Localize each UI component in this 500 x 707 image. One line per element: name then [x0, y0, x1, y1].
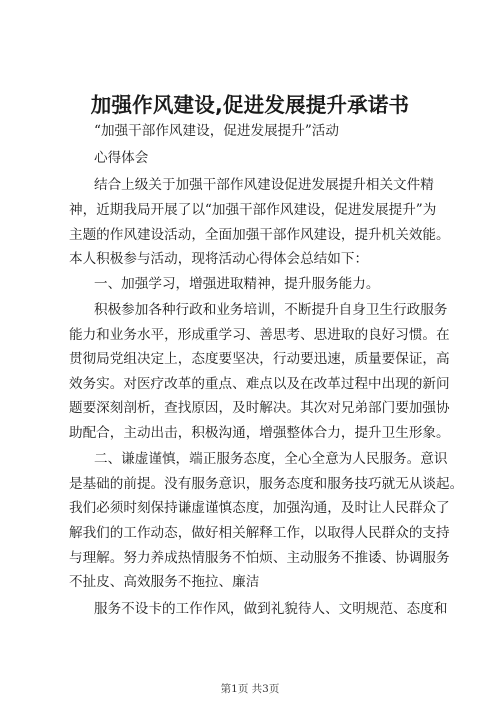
body-line: 我们必须时刻保持谦虚谨慎态度，加强沟通，及时让人民群众了	[69, 500, 450, 516]
body-line: 是基础的前提。没有服务意识，服务态度和服务技巧就无从谈起。	[69, 476, 464, 492]
body-line: 二、谦虚谨慎，端正服务态度，全心全意为人民服务。意识	[94, 451, 448, 467]
section-heading: 心得体会	[94, 150, 149, 166]
body-line: 结合上级关于加强干部作风建设促进发展提升相关文件精	[94, 177, 434, 193]
body-line: 题要深刻剖析，查找原因，及时解决。其次对兄弟部门要加强协	[69, 400, 450, 416]
page-footer: 第1页 共3页	[220, 683, 280, 695]
body-line: 助配合，主动出击，积极沟通，增强整体合力，提升卫生形象。	[69, 425, 450, 441]
body-line: 积极参加各种行政和业务培训，不断提升自身卫生行政服务	[94, 302, 448, 318]
body-line: 解我们的工作动态，做好相关解释工作，以取得人民群众的支持	[69, 525, 450, 541]
document-title: 加强作风建设,促进发展提升承诺书	[90, 93, 410, 117]
body-line: 效务实。对医疗改革的重点、难点以及在改革过程中出现的新问	[69, 376, 450, 392]
body-line: 神，近期我局开展了以“加强干部作风建设，促进发展提升”为	[69, 202, 437, 218]
body-line: 不扯皮、高效服务不拖拉、廉洁	[69, 574, 260, 590]
body-line: 服务不设卡的工作作风，做到礼貌待人、文明规范、态度和	[94, 601, 448, 617]
body-line: 一、加强学习，增强进取精神，提升服务能力。	[94, 276, 380, 292]
subtitle: “加强干部作风建设，促进发展提升”活动	[94, 123, 339, 139]
body-line: 主题的作风建设活动，全面加强干部作风建设，提升机关效能。	[69, 227, 450, 243]
body-line: 本人积极参与活动，现将活动心得体会总结如下：	[69, 251, 369, 267]
body-line: 贯彻局党组决定上，态度要坚决，行动要迅速，质量要保证，高	[69, 351, 450, 367]
body-line: 能力和业务水平，形成重学习、善思考、思进取的良好习惯。在	[69, 327, 450, 343]
body-line: 与理解。努力养成热情服务不怕烦、主动服务不推诿、协调服务	[69, 550, 450, 566]
